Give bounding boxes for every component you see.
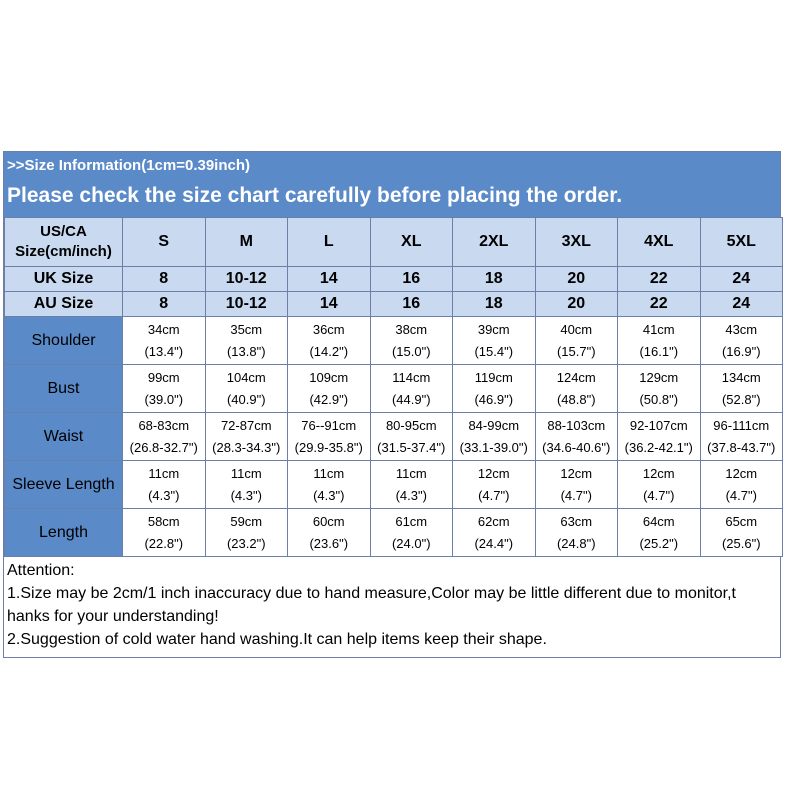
cm-value: 124cm [556,369,596,385]
uk-size-cell: 20 [535,267,618,292]
measurement-cell [370,317,453,365]
uk-size-cell: 14 [288,267,371,292]
measurement-cell [288,317,371,365]
measurement-cell [535,509,618,557]
uk-size-cell: 18 [453,267,536,292]
measurement-row [5,317,783,365]
inch-value: (4.3") [313,487,345,503]
inch-value: (28.3-34.3") [212,439,281,455]
measurement-cell [453,413,536,461]
us-size-row [5,218,783,267]
inch-value: (4.7") [725,487,757,503]
inch-value: (25.6") [721,535,761,551]
cm-value: 34cm [147,321,180,337]
measurement-cell [123,413,206,461]
uk-size-cell: 24 [700,267,783,292]
cm-value: 72-87cm [220,417,272,433]
inch-value: (50.8") [639,391,679,407]
cm-value: 12cm [560,465,593,481]
inch-value: (15.4") [474,343,514,359]
inch-value: (4.7") [478,487,510,503]
measurement-row [5,413,783,461]
cm-value: 59cm [230,513,263,529]
uk-size-cell: 16 [370,267,453,292]
au-size-cell: 14 [288,292,371,317]
cm-value: 43cm [725,321,758,337]
cm-value: 99cm [147,369,180,385]
measurement-cell [535,413,618,461]
inch-value: (36.2-42.1") [624,439,693,455]
au-size-cell: 22 [618,292,701,317]
measurement-cell [288,413,371,461]
measurement-cell [205,413,288,461]
cm-value: 80-95cm [385,417,437,433]
us-size-label-line2: Size(cm/inch) [15,243,112,260]
uk-size-cell: 8 [123,267,206,292]
inch-value: (48.8") [556,391,596,407]
inch-value: (52.8") [721,391,761,407]
cm-value: 76--91cm [301,417,357,433]
cm-value: 61cm [395,513,428,529]
measurement-cell [700,365,783,413]
measurement-row [5,365,783,413]
inch-value: (25.2") [639,535,679,551]
measurement-cell [370,365,453,413]
cm-value: 88-103cm [547,417,606,433]
cm-value: 64cm [642,513,675,529]
size-check-notice: Please check the size chart carefully before placing the order. [7,184,623,207]
measurement-cell [205,461,288,509]
chart-header [4,152,780,217]
au-size-cell: 24 [700,292,783,317]
inch-value: (23.6") [309,535,349,551]
cm-value: 40cm [560,321,593,337]
measurement-cell [123,365,206,413]
measurement-cell [453,317,536,365]
measurement-cell [700,461,783,509]
cm-value: 68-83cm [138,417,190,433]
cm-value: 11cm [395,465,427,481]
cm-value: 11cm [230,465,262,481]
measurement-cell [453,461,536,509]
us-size-label [5,218,123,267]
measurement-cell [370,509,453,557]
cm-value: 62cm [477,513,510,529]
measurement-cell [618,413,701,461]
size-3xl: 3XL [535,218,618,267]
cm-value: 114cm [392,369,431,385]
cm-value: 84-99cm [468,417,520,433]
measurement-cell [205,365,288,413]
cm-value: 63cm [560,513,593,529]
uk-size-row [5,267,783,292]
inch-value: (24.8") [556,535,596,551]
measurement-row [5,509,783,557]
size-chart [3,151,781,658]
inch-value: (40.9") [226,391,266,407]
inch-value: (29.9-35.8") [294,439,363,455]
inch-value: (24.4") [474,535,514,551]
cm-value: 41cm [642,321,675,337]
uk-size-label: UK Size [5,267,123,292]
size-m: M [205,218,288,267]
measurement-label: Shoulder [5,317,123,365]
measurement-label: Length [5,509,123,557]
inch-value: (44.9") [391,391,431,407]
au-size-row [5,292,783,317]
au-size-cell: 16 [370,292,453,317]
uk-size-cell: 22 [618,267,701,292]
cm-value: 119cm [474,369,513,385]
measurement-label: Bust [5,365,123,413]
cm-value: 60cm [312,513,345,529]
us-size-label-line1: US/CA [40,223,87,240]
inch-value: (13.4") [144,343,184,359]
au-size-cell: 10-12 [205,292,288,317]
au-size-cell: 8 [123,292,206,317]
cm-value: 58cm [147,513,180,529]
measurement-cell [700,413,783,461]
cm-value: 11cm [148,465,180,481]
measurement-label: Sleeve Length [5,461,123,509]
inch-value: (34.6-40.6") [542,439,611,455]
inch-value: (31.5-37.4") [377,439,446,455]
inch-value: (22.8") [144,535,184,551]
au-size-label: AU Size [5,292,123,317]
measurement-rows [5,317,783,557]
attention-note-2: 2.Suggestion of cold water hand washing.It can help items keep their shape. [7,631,547,648]
inch-value: (26.8-32.7") [129,439,198,455]
cm-value: 96-111cm [713,417,770,433]
measurement-cell [535,461,618,509]
au-size-cell: 18 [453,292,536,317]
uk-size-cell: 10-12 [205,267,288,292]
size-table [4,217,783,557]
measurement-cell [123,509,206,557]
size-2xl: 2XL [453,218,536,267]
inch-value: (24.0") [391,535,431,551]
measurement-cell [618,365,701,413]
inch-value: (4.3") [148,487,180,503]
cm-value: 65cm [725,513,758,529]
inch-value: (33.1-39.0") [459,439,528,455]
inch-value: (37.8-43.7") [707,439,776,455]
cm-value: 39cm [477,321,510,337]
inch-value: (15.0") [391,343,431,359]
measurement-cell [453,365,536,413]
inch-value: (15.7") [556,343,596,359]
measurement-cell [205,509,288,557]
measurement-cell [123,461,206,509]
inch-value: (42.9") [309,391,349,407]
cm-value: 12cm [477,465,510,481]
measurement-cell [288,509,371,557]
inch-value: (4.3") [395,487,427,503]
inch-value: (16.1") [639,343,679,359]
measurement-cell [288,461,371,509]
inch-value: (4.7") [560,487,592,503]
measurement-cell [288,365,371,413]
size-info-title: >>Size Information(1cm=0.39inch) [7,157,250,174]
cm-value: 12cm [725,465,758,481]
measurement-cell [370,461,453,509]
measurement-cell [700,317,783,365]
attention-note-1: 1.Size may be 2cm/1 inch inaccuracy due to hand measure,Color may be little different due to monitor,t hanks for your understanding! [7,585,736,625]
cm-value: 104cm [226,369,266,385]
measurement-label: Waist [5,413,123,461]
size-4xl: 4XL [618,218,701,267]
size-l: L [288,218,371,267]
inch-value: (14.2") [309,343,349,359]
au-size-cell: 20 [535,292,618,317]
measurement-cell [453,509,536,557]
inch-value: (46.9") [474,391,514,407]
inch-value: (13.8") [226,343,266,359]
cm-value: 35cm [230,321,263,337]
size-5xl: 5XL [700,218,783,267]
inch-value: (4.3") [230,487,262,503]
measurement-cell [535,365,618,413]
measurement-cell [700,509,783,557]
cm-value: 36cm [312,321,345,337]
measurement-cell [618,461,701,509]
measurement-cell [205,317,288,365]
cm-value: 109cm [309,369,349,385]
measurement-cell [618,317,701,365]
size-xl: XL [370,218,453,267]
cm-value: 92-107cm [629,417,688,433]
cm-value: 12cm [642,465,675,481]
measurement-row [5,461,783,509]
measurement-cell [370,413,453,461]
cm-value: 134cm [721,369,761,385]
inch-value: (16.9") [721,343,761,359]
size-s: S [123,218,206,267]
measurement-cell [618,509,701,557]
measurement-cell [123,317,206,365]
cm-value: 11cm [313,465,345,481]
cm-value: 129cm [639,369,679,385]
attention-title: Attention: [7,562,75,579]
inch-value: (23.2") [226,535,266,551]
attention-notes [4,557,780,657]
measurement-cell [535,317,618,365]
inch-value: (4.7") [643,487,675,503]
inch-value: (39.0") [144,391,184,407]
cm-value: 38cm [395,321,428,337]
